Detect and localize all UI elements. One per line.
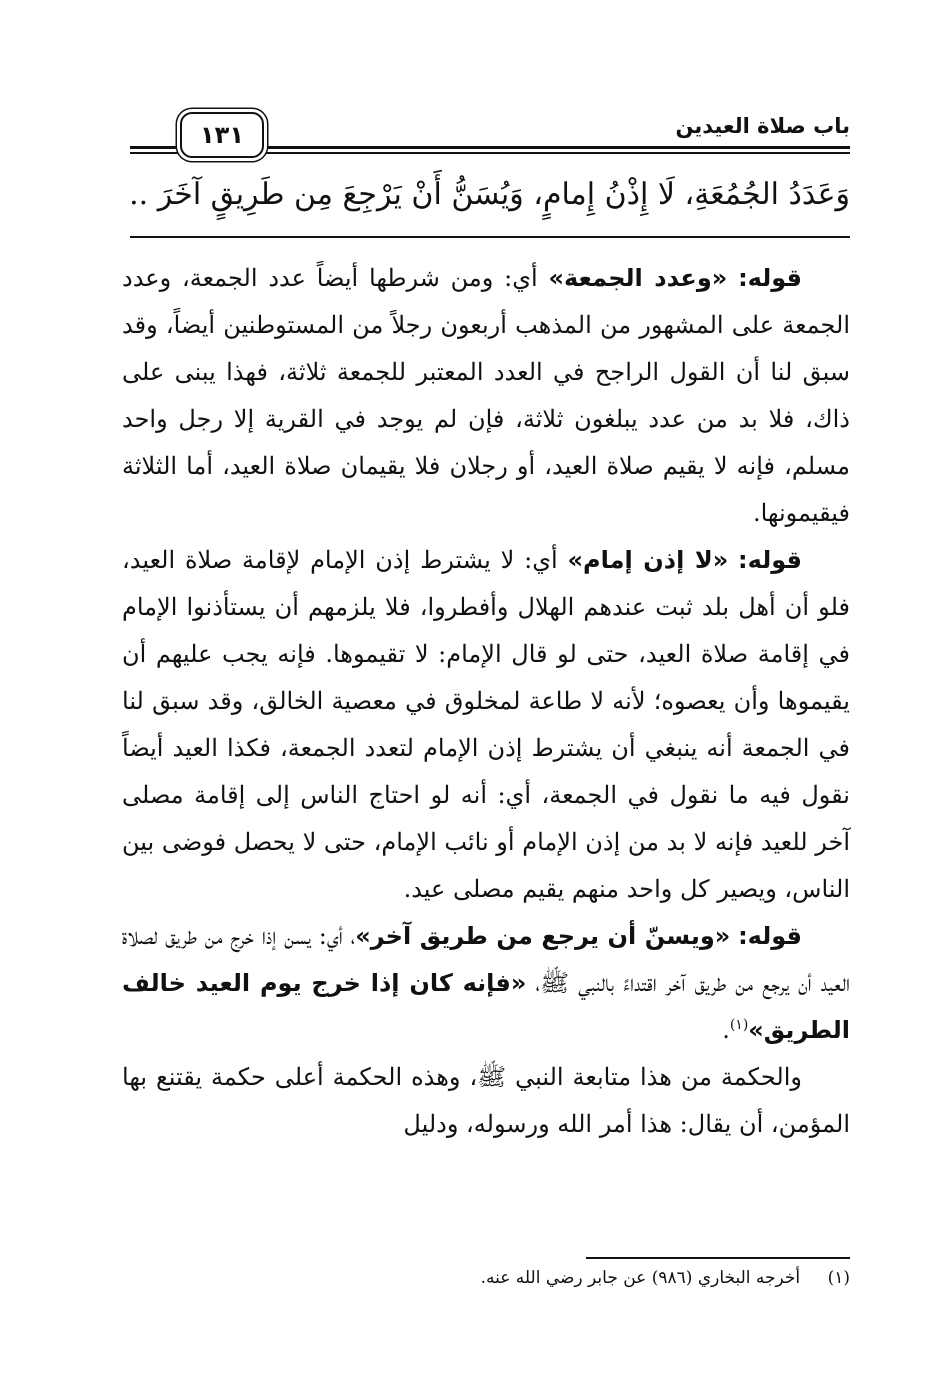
- footnote-number: (١): [827, 1268, 850, 1288]
- paragraph-text: ، أي: يسن إذا خرج من طريق لصلاة العيد أن يرجع من طريق آخر اقتداءً بالنبي ﷺ،: [122, 922, 850, 997]
- paragraph-text: والحكمة من هذا متابعة النبي ﷺ، وهذه الحكمة أعلى حكمة يقتنع بها المؤمن، أن يقال: هذا أمر الله ورسوله، ودليل: [122, 1063, 850, 1138]
- paragraph-lead: قوله:: [738, 922, 803, 950]
- paragraph-text: .: [722, 1016, 730, 1044]
- chapter-title: باب صلاة العيدين: [675, 114, 850, 138]
- paragraph: [122, 255, 850, 537]
- paragraph-text: أي: لا يشترط إذن الإمام لإقامة صلاة العيد، فلو أن أهل بلد ثبت عندهم الهلال وأفطروا، فلا يلزمهم أن يستأذنوا الإمام في إقامة صلاة العيد، حتى لو قال الإمام: لا تقيموها. فإنه يجب عليهم أن يقيموها وأن يعصوه؛ لأنه لا طاعة لمخلوق في معصية الخالق، وقد سبق لنا في الجمعة أنه ينبغي أن يشترط إذن الإمام لتعدد الجمعة، فكذا العيد أيضاً نقول فيه ما نقول في الجمعة، أي: أنه لو احتاج الناس إلى إقامة مصلى آخر للعيد فإنه لا بد من إذن الإمام أو نائب الإمام، حتى لا يحصل فوضى بين الناس، ويصير كل واحد منهم يقيم مصلى عيد.: [122, 546, 850, 903]
- footnote-divider: [586, 1257, 850, 1259]
- paragraph-lead: قوله:: [738, 264, 803, 292]
- paragraph-text: أي: ومن شرطها أيضاً عدد الجمعة، وعدد الجمعة على المشهور من المذهب أربعون رجلاً من المستوطنين أيضاً، وقد سبق لنا أن القول الراجح في العدد المعتبر للجمعة ثلاثة، فهذا يبنى على ذاك، فلا بد من عدد يبلغون ثلاثة، فإن لم يوجد في القرية إلا رجل واحد مسلم، فإنه لا يقيم صلاة العيد، أو رجلان فلا يقيمان صلاة العيد، أما الثلاثة فيقيمونها.: [122, 264, 850, 527]
- footnote-reference[interactable]: (١): [729, 1017, 749, 1033]
- page-header: [130, 108, 850, 158]
- quoted-matn: «وعدد الجمعة»: [548, 264, 728, 292]
- quoted-matn: «لا إذن إمام»: [567, 546, 729, 574]
- paragraph: [122, 1054, 850, 1148]
- hadith-quote: «فإنه كان إذا خرج يوم العيد خالف الطريق»: [122, 969, 850, 1044]
- commentary-body: [122, 255, 850, 1148]
- footnote: [200, 1264, 850, 1292]
- paragraph: [122, 913, 850, 1054]
- footnote-text: أخرجه البخاري (٩٨٦) عن جابر رضي الله عنه.: [480, 1268, 801, 1288]
- matn-text: وَعَدَدُ الجُمُعَةِ، لَا إِذْنُ إِمامٍ، وَيُسَنُّ أَنْ يَرْجِعَ مِن طَرِيقٍ آخَرَ ..: [129, 177, 850, 212]
- page-number: ١٣١: [180, 112, 264, 158]
- matn-divider: [130, 236, 850, 238]
- paragraph-lead: قوله:: [738, 546, 802, 574]
- quoted-matn: «ويسنّ أن يرجع من طريق آخر»: [355, 922, 731, 950]
- paragraph: [122, 537, 850, 913]
